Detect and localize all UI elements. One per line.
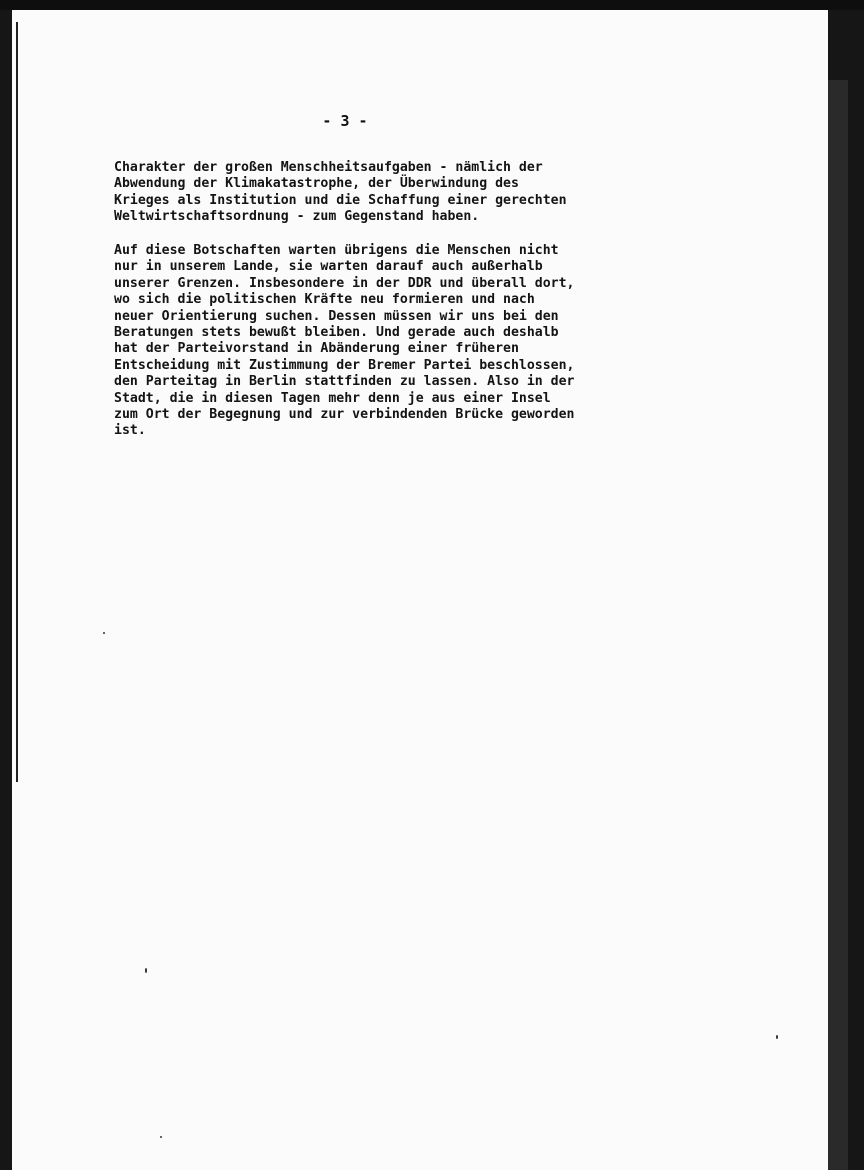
text-line: hat der Parteivorstand in Abänderung einer früheren <box>114 341 519 357</box>
text-line: Weltwirtschaftsordnung - zum Gegenstand haben. <box>114 209 480 225</box>
scan-top-border <box>0 0 864 10</box>
text-line: wo sich die politischen Kräfte neu formieren und nach <box>114 292 535 308</box>
scan-speck <box>145 968 147 973</box>
text-line: Entscheidung mit Zustimmung der Bremer Partei beschlossen, <box>114 357 575 373</box>
scan-right-shadow <box>828 80 848 1170</box>
paragraph-1 <box>114 160 714 226</box>
text-line: Charakter der großen Menschheitsaufgaben - nämlich der <box>114 160 543 175</box>
text-line: unserer Grenzen. Insbesondere in der DDR und überall dort, <box>114 275 575 291</box>
page-number: - 3 - <box>322 112 368 130</box>
text-line: Beratungen stets bewußt bleiben. Und gerade auch deshalb <box>114 325 559 341</box>
text-line: nur in unserem Lande, sie warten darauf auch außerhalb <box>114 259 543 275</box>
text-line: Stadt, die in diesen Tagen mehr denn je aus einer Insel <box>114 390 551 406</box>
text-line: zum Ort der Begegnung und zur verbindenden Brücke geworden <box>114 407 575 423</box>
text-line: neuer Orientierung suchen. Dessen müssen wir uns bei den <box>114 308 559 324</box>
text-line: ist. <box>114 423 146 439</box>
scan-speck <box>160 1136 162 1138</box>
paragraph-2 <box>114 243 714 440</box>
scan-speck <box>776 1035 778 1039</box>
text-line: Krieges als Institution und die Schaffung einer gerechten <box>114 192 567 208</box>
text-line: Auf diese Botschaften warten übrigens die Menschen nicht <box>114 243 559 258</box>
text-line: Abwendung der Klimakatastrophe, der Überwindung des <box>114 176 519 192</box>
margin-rule <box>16 22 18 782</box>
scan-speck <box>103 632 105 634</box>
text-line: den Parteitag in Berlin stattfinden zu lassen. Also in der <box>114 374 575 390</box>
